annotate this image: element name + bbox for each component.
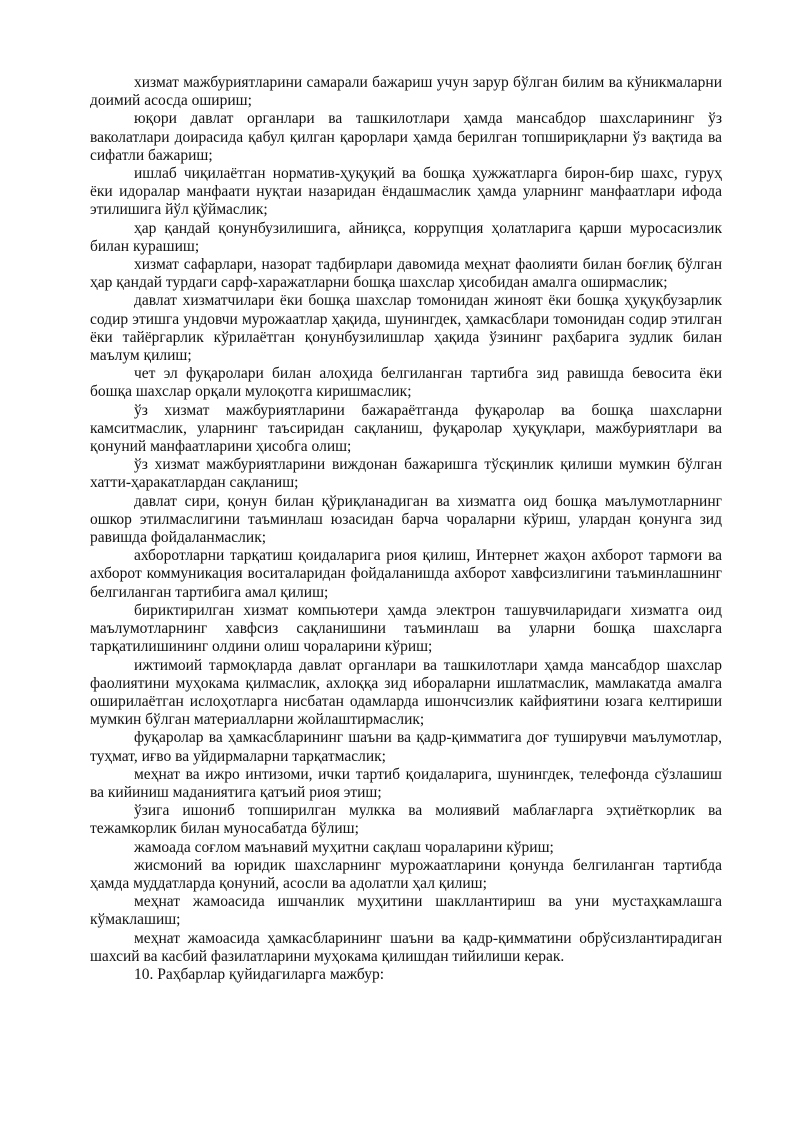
paragraph: жисмоний ва юридик шахсларнинг мурожаатларини қонунда белгиланган тартибда ҳамда муддатларда қонуний, асосли ва адолатли ҳал қилиш; xyxy=(90,856,722,892)
paragraph: чет эл фуқаролари билан алоҳида белгиланган тартибга зид равишда бевосита ёки бошқа шахслар орқали мулоқотга киришмаслик; xyxy=(90,365,722,401)
paragraph: ижтимоий тармоқларда давлат органлари ва ташкилотлари ҳамда мансабдор шахслар фаолиятини муҳокама қилмаслик, ахлоққа зид ибораларни ишлатмаслик, мамлакатда амалга оширилаётган ислоҳотларга нисбатан одамларда ишончсизлик кайфиятини юзага келтириши мумкин бўлган материалларни жойлаштирмаслик; xyxy=(90,656,722,729)
paragraph: ўзига ишониб топширилган мулкка ва молиявий маблағларга эҳтиёткорлик ва тежамкорлик билан муносабатда бўлиш; xyxy=(90,802,722,838)
paragraph: давлат сири, қонун билан қўриқланадиган ва хизматга оид бошқа маълумотларнинг ошкор этилмаслигини таъминлаш юзасидан барча чораларни кўриш, улардан қонунга зид равишда фойдаланмаслик; xyxy=(90,492,722,547)
paragraph: ахборотларни тарқатиш қоидаларига риоя қилиш, Интернет жаҳон ахборот тармоғи ва ахборот коммуникация воситаларидан фойдаланишда ахборот хавфсизлигини таъминлашнинг белгиланган тартибига амал қилиш; xyxy=(90,547,722,601)
paragraph: фуқаролар ва ҳамкасбларининг шаъни ва қадр-қимматига доғ туширувчи маълумотлар, туҳмат, иғво ва уйдирмаларни тарқатмаслик; xyxy=(90,729,722,765)
paragraph: юқори давлат органлари ва ташкилотлари ҳамда мансабдор шахсларининг ўз ваколатлари доирасида қабул қилган қарорлари ҳамда берилган топшириқларни ўз вақтида ва сифатли бажариш; xyxy=(90,110,722,164)
paragraph: хизмат мажбуриятларини самарали бажариш учун зарур бўлган билим ва кўникмаларни доимий асосда ошириш; xyxy=(90,74,722,110)
paragraph: меҳнат жамоасида ишчанлик муҳитини шакллантириш ва уни мустаҳкамлашга кўмаклашиш; xyxy=(90,893,722,929)
paragraph: меҳнат ва ижро интизоми, ички тартиб қоидаларига, шунингдек, телефонда сўзлашиш ва кийиниш маданиятига қатъий риоя этиш; xyxy=(90,765,722,801)
paragraph: бириктирилган хизмат компьютери ҳамда электрон ташувчиларидаги хизматга оид маълумотларнинг хавфсиз сақланишини таъминлаш ва уларни бошқа шахсларга тарқатилишининг олдини олиш чораларини кўриш; xyxy=(90,601,722,656)
paragraph: ўз хизмат мажбуриятларини бажараётганда фуқаролар ва бошқа шахсларни камситмаслик, уларнинг таъсиридан сақланиш, фуқаролар ҳуқуқлари, мажбуриятлари ва қонуний манфаатларини ҳисобга олиш; xyxy=(90,401,722,456)
paragraph: меҳнат жамоасида ҳамкасбларининг шаъни ва қадр-қимматини обрўсизлантирадиган шахсий ва касбий фазилатларини муҳокама қилишдан тийилиши керак. xyxy=(90,929,722,965)
document-page xyxy=(90,74,722,984)
paragraph: ҳар қандай қонунбузилишига, айниқса, коррупция ҳолатларига қарши муросасизлик билан курашиш; xyxy=(90,219,722,255)
paragraph: ишлаб чиқилаётган норматив-ҳуқуқий ва бошқа ҳужжатларга бирон-бир шахс, гуруҳ ёки идоралар манфаати нуқтаи назаридан ёндашмаслик ҳамда уларнинг манфаатлари ифода этилишига йўл қўймаслик; xyxy=(90,165,722,219)
paragraph: ўз хизмат мажбуриятларини виждонан бажаришга тўсқинлик қилиши мумкин бўлган хатти-ҳаракатлардан сақланиш; xyxy=(90,456,722,492)
paragraph: жамоада соғлом маънавий муҳитни сақлаш чораларини кўриш; xyxy=(134,838,554,856)
paragraph: хизмат сафарлари, назорат тадбирлари давомида меҳнат фаолияти билан боғлиқ бўлган ҳар қандай турдаги сарф-харажатларни бошқа шахслар ҳисобидан амалга оширмаслик; xyxy=(90,256,722,292)
paragraph: давлат хизматчилари ёки бошқа шахслар томонидан жиноят ёки бошқа ҳуқуқбузарлик содир этишга ундовчи мурожаатлар ҳақида, шунингдек, ҳамкасблари томонидан содир этилган ёки тайёргарлик кўрилаётган қонунбузилишлар ҳақида ўзининг раҳбарига зудлик билан маълум қилиш; xyxy=(90,292,722,365)
section-heading: 10. Раҳбарлар қуйидагиларга мажбур: xyxy=(134,965,385,983)
